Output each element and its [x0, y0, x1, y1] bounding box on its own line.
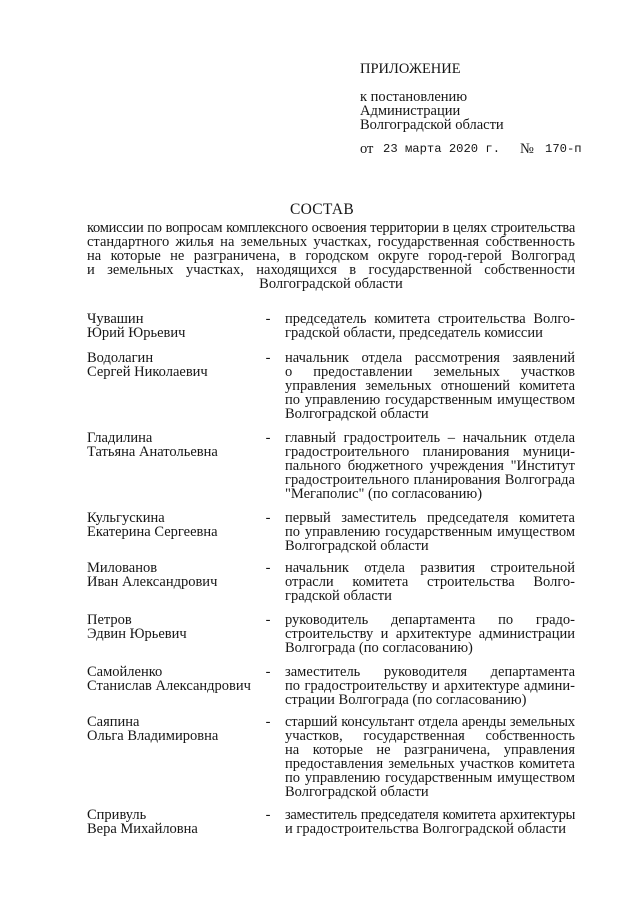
member-surname: Чувашин: [87, 311, 144, 327]
appendix-authority-line: Администрации: [360, 103, 461, 119]
member-name: [87, 715, 262, 743]
position-line: Волгограда (по согласованию): [285, 640, 473, 656]
member-position: [285, 613, 575, 655]
member-position: [285, 561, 575, 603]
appendix-title: ПРИЛОЖЕНИЕ: [360, 61, 461, 77]
member-position: [285, 808, 575, 836]
subtitle-line: Волгоградской области: [259, 276, 403, 292]
separator-dash: -: [265, 560, 271, 576]
position-line: старший консультант отдела аренды земельных: [285, 714, 575, 730]
position-line: участков, государственная собственность: [285, 728, 575, 744]
separator-dash: -: [265, 714, 271, 730]
position-line: градской области, председатель комиссии: [285, 325, 543, 341]
position-line: отрасли комитета строительства Волго-: [285, 574, 575, 590]
position-line: Волгоградской области: [285, 406, 429, 422]
member-given-names: Екатерина Сергеевна: [87, 524, 218, 540]
member-given-names: Юрий Юрьевич: [87, 325, 186, 341]
subtitle-line: стандартного жилья на земельных участках, государственная собственность: [87, 234, 575, 250]
position-line: страции Волгограда (по согласованию): [285, 692, 527, 708]
separator-dash: -: [265, 664, 271, 680]
position-line: предоставления земельных участков комитета: [285, 756, 575, 772]
document-subtitle: [87, 221, 575, 291]
member-surname: Гладилина: [87, 430, 153, 446]
member-surname: Самойленко: [87, 664, 163, 680]
member-name: [87, 561, 262, 589]
position-line: председатель комитета строительства Волго-: [285, 311, 575, 327]
position-line: заместитель руководителя департамента: [285, 664, 575, 680]
member-surname: Милованов: [87, 560, 158, 576]
position-line: по градостроительству и архитектуре админи-: [285, 678, 575, 694]
appendix-region-line: Волгоградской области: [360, 117, 504, 133]
member-given-names: Вера Михайловна: [87, 821, 198, 837]
position-line: Волгоградской области: [285, 784, 429, 800]
subtitle-line: комиссии по вопросам комплексного освоения территории в целях строительства: [87, 220, 575, 236]
position-line: градостроительного планирования Волгограда: [285, 472, 575, 488]
position-line: руководитель департамента по градо-: [285, 612, 575, 628]
subtitle-line: на которые не разграничена, в городском округе город-герой Волгоград: [87, 248, 575, 264]
position-line: градостроительного планирования муници-: [285, 444, 575, 460]
position-line: пального бюджетного учреждения "Институт: [285, 458, 575, 474]
position-line: по управлению государственным имуществом: [285, 392, 575, 408]
member-surname: Петров: [87, 612, 132, 628]
position-line: и градостроительства Волгоградской области: [285, 821, 566, 837]
position-line: начальник отдела рассмотрения заявлений: [285, 350, 575, 366]
position-line: по управлению государственным имуществом: [285, 524, 575, 540]
decree-date: 23 марта 2020 г.: [383, 142, 501, 156]
member-name: [87, 511, 262, 539]
member-given-names: Эдвин Юрьевич: [87, 626, 187, 642]
member-name: [87, 665, 262, 693]
position-line: заместитель председателя комитета архитектуры: [285, 807, 575, 823]
position-line: начальник отдела развития строительной: [285, 560, 575, 576]
member-surname: Спривуль: [87, 807, 147, 823]
decree-number: 170-п: [545, 142, 582, 156]
member-surname: Водолагин: [87, 350, 154, 366]
position-line: управления земельных отношений комитета: [285, 378, 575, 394]
member-surname: Саяпина: [87, 714, 140, 730]
document-title: СОСТАВ: [289, 201, 355, 218]
member-name: [87, 351, 262, 379]
separator-dash: -: [265, 612, 271, 628]
number-sign: №: [520, 141, 534, 157]
separator-dash: -: [265, 510, 271, 526]
position-line: "Мегаполис" (по согласованию): [285, 486, 483, 502]
position-line: градской области: [285, 588, 392, 604]
member-name: [87, 431, 262, 459]
member-surname: Кульгускина: [87, 510, 165, 526]
date-prefix: от: [360, 141, 374, 157]
separator-dash: -: [265, 807, 271, 823]
position-line: по управлению государственным имуществом: [285, 770, 575, 786]
member-name: [87, 613, 262, 641]
member-given-names: Татьяна Анатольевна: [87, 444, 218, 460]
member-position: [285, 312, 575, 340]
position-line: первый заместитель председателя комитета: [285, 510, 575, 526]
member-given-names: Ольга Владимировна: [87, 728, 219, 744]
member-position: [285, 351, 575, 421]
member-position: [285, 715, 575, 799]
position-line: строительству и архитектуре администрации: [285, 626, 575, 642]
position-line: Волгоградской области: [285, 538, 429, 554]
member-given-names: Иван Александрович: [87, 574, 218, 590]
member-given-names: Сергей Николаевич: [87, 364, 208, 380]
separator-dash: -: [265, 350, 271, 366]
member-position: [285, 665, 575, 707]
member-name: [87, 312, 262, 340]
appendix-to-line: к постановлению: [360, 89, 468, 105]
position-line: на которые не разграничена, управления: [285, 742, 575, 758]
subtitle-line: и земельных участках, находящихся в государственной собственности: [87, 262, 575, 278]
member-position: [285, 511, 575, 553]
member-position: [285, 431, 575, 501]
separator-dash: -: [265, 430, 271, 446]
decree-date-row: [0, 142, 640, 156]
separator-dash: -: [265, 311, 271, 327]
member-name: [87, 808, 262, 836]
position-line: о предоставлении земельных участков: [285, 364, 575, 380]
member-given-names: Станислав Александрович: [87, 678, 251, 694]
position-line: главный градостроитель – начальник отдела: [285, 430, 575, 446]
